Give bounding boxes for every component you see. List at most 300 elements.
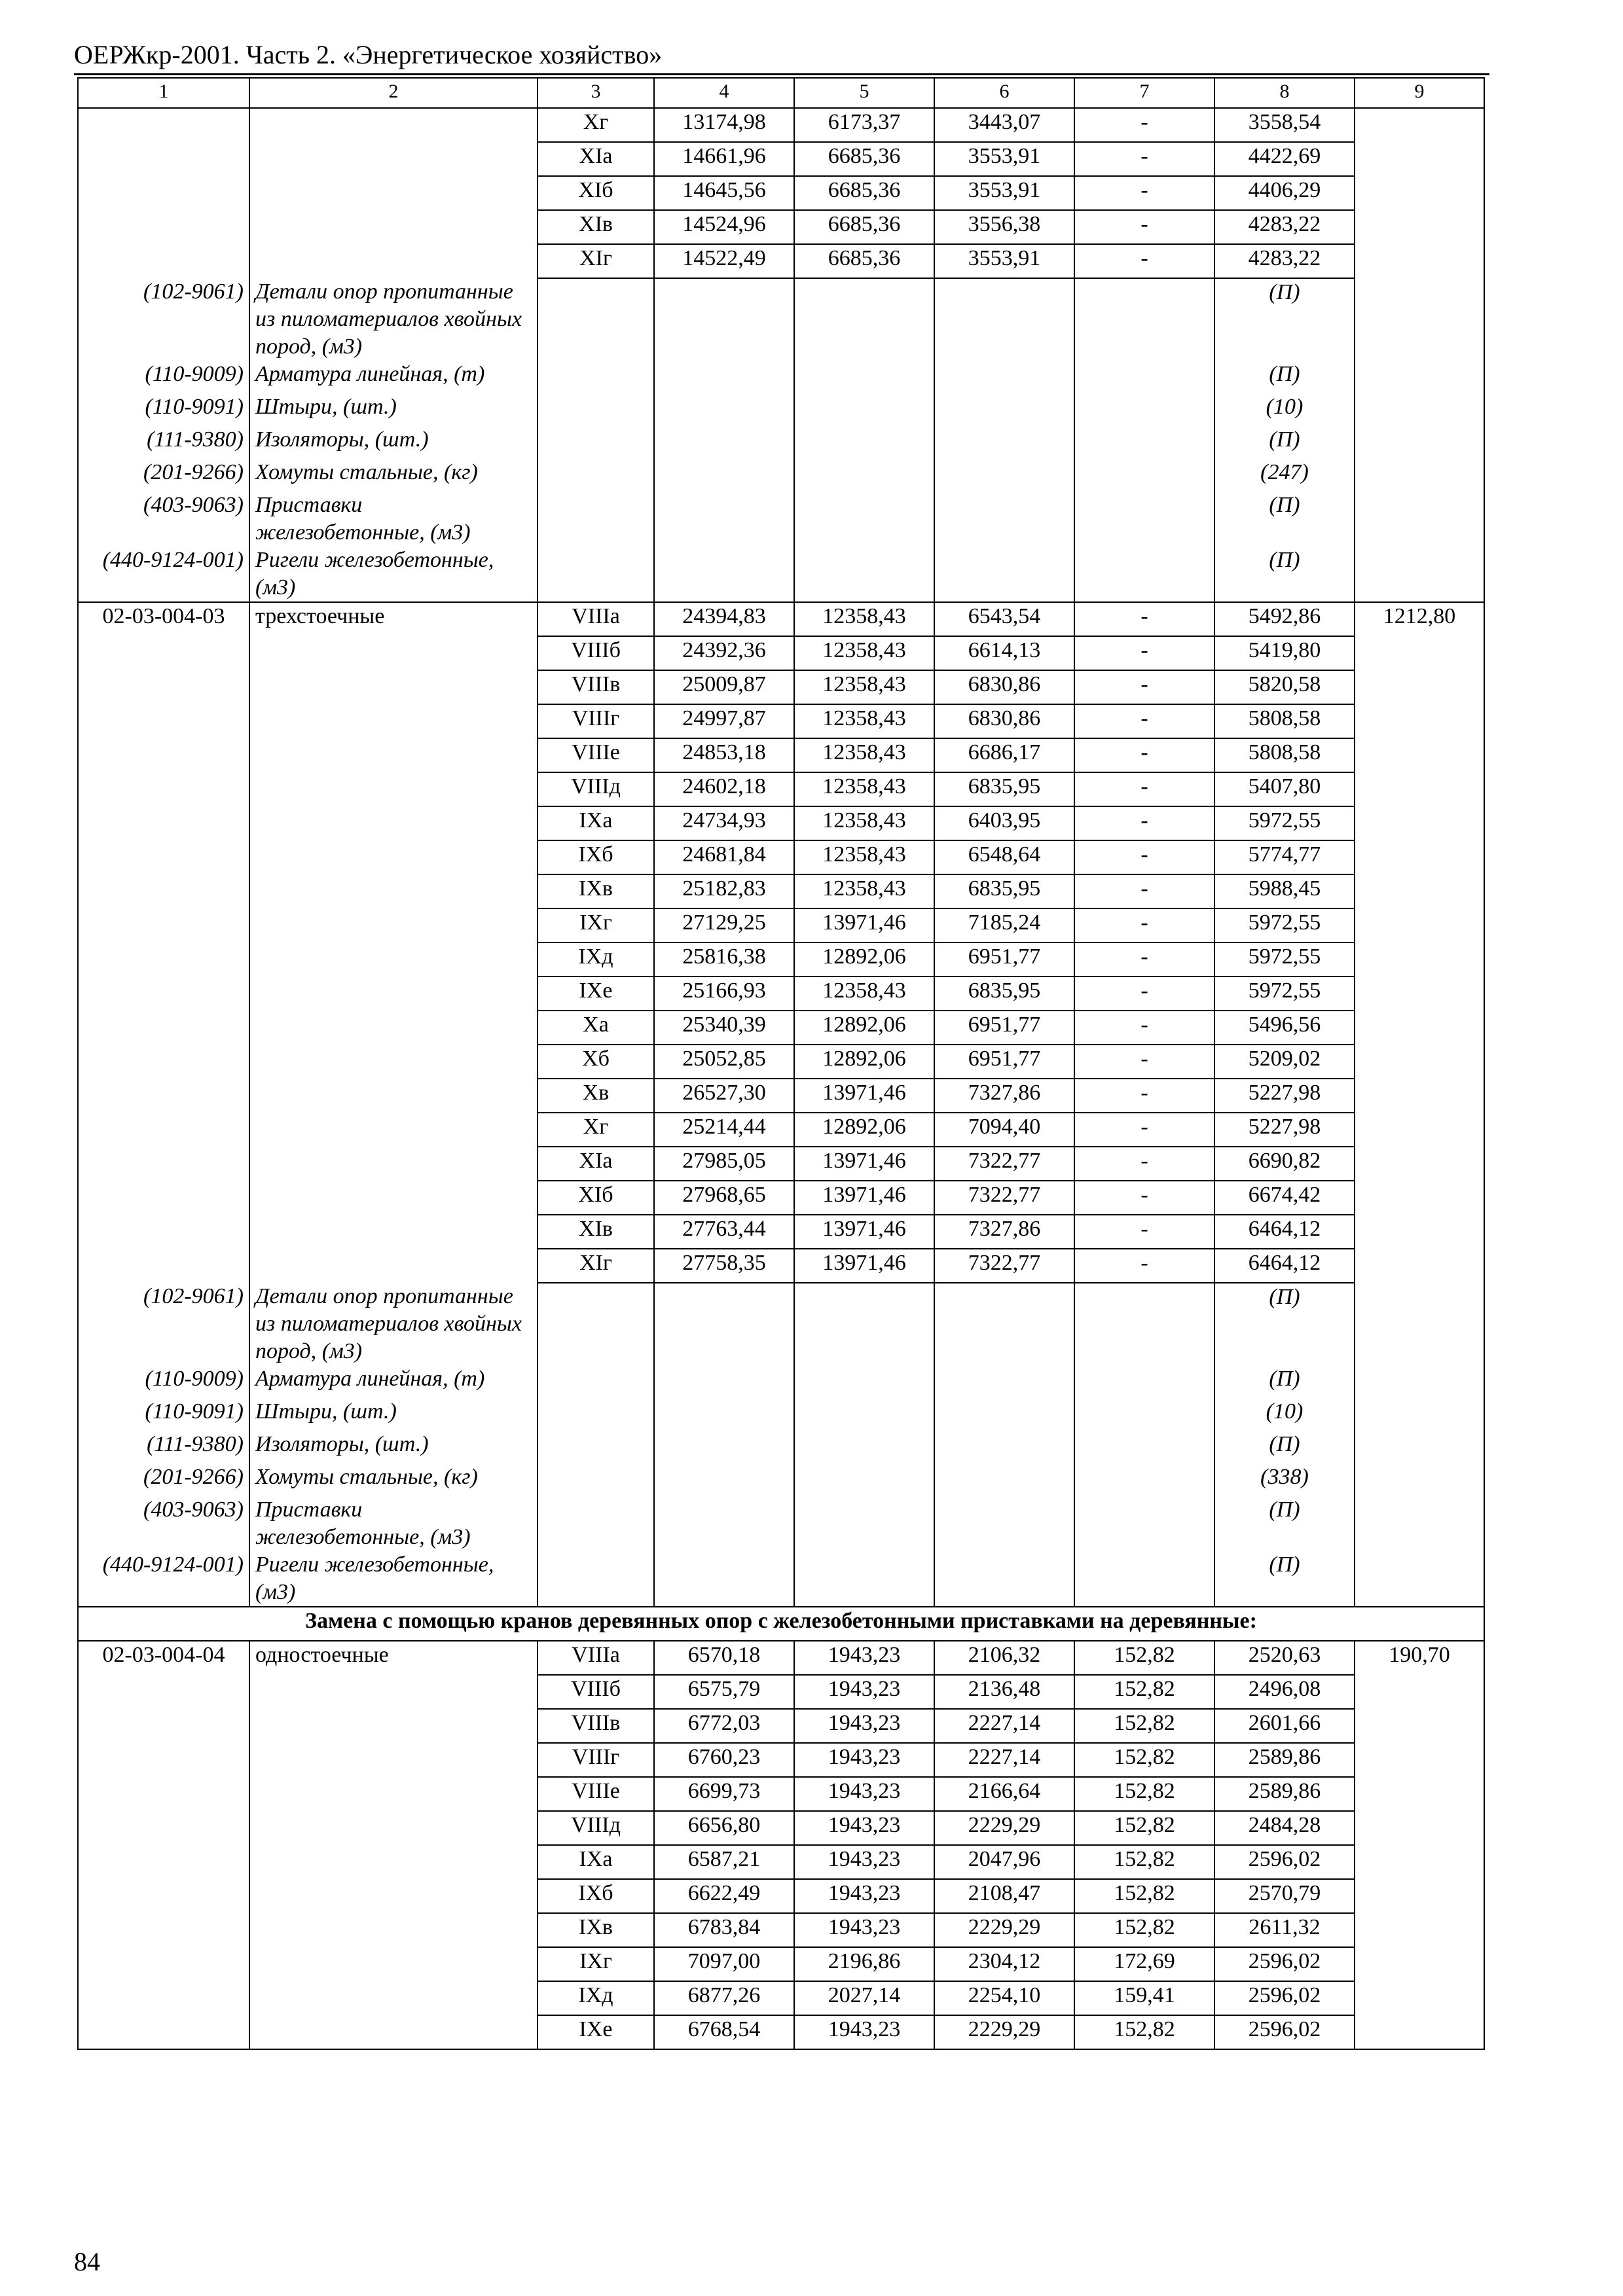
resource-code: (403-9063): [78, 492, 249, 547]
resource-code: (440-9124-001): [78, 1551, 249, 1607]
value-cell: 12892,06: [794, 1113, 934, 1147]
value-cell: 5808,58: [1214, 704, 1355, 738]
value-cell: [654, 1431, 794, 1463]
value-cell: 7185,24: [934, 908, 1074, 942]
zone-cell: IХе: [538, 977, 654, 1011]
col9-cell: [1355, 1743, 1484, 1777]
name-cell: [249, 1777, 538, 1811]
value-cell: 6543,54: [934, 602, 1074, 636]
col9-cell: [1355, 874, 1484, 908]
code-cell: [78, 772, 249, 806]
value-cell: 25182,83: [654, 874, 794, 908]
value-cell: [1074, 1365, 1214, 1398]
document-header: ОЕРЖкр-2001. Часть 2. «Энергетическое хозяйство»: [74, 40, 663, 69]
col9-cell: [1355, 1981, 1484, 2015]
value-cell: -: [1074, 908, 1214, 942]
value-cell: 5820,58: [1214, 670, 1355, 704]
value-cell: 25166,93: [654, 977, 794, 1011]
col9-cell: [1355, 492, 1484, 547]
code-cell: [78, 1113, 249, 1147]
value-cell: [794, 1463, 934, 1496]
value-cell: 6570,18: [654, 1641, 794, 1675]
resource-row: [78, 1431, 1484, 1463]
col9-cell: [1355, 1249, 1484, 1283]
value-cell: 152,82: [1074, 2015, 1214, 2049]
value-cell: -: [1074, 840, 1214, 874]
col9-cell: [1355, 908, 1484, 942]
value-cell: 2229,29: [934, 1811, 1074, 1845]
code-cell: [78, 942, 249, 977]
value-cell: 6622,49: [654, 1879, 794, 1913]
zone-cell: IХд: [538, 942, 654, 977]
value-cell: 5808,58: [1214, 738, 1355, 772]
code-cell: [78, 670, 249, 704]
value-cell: 3553,91: [934, 176, 1074, 210]
rate-row: [78, 1641, 1484, 1675]
code-cell: [78, 1947, 249, 1981]
resource-name: Приставки железобетонные, (м3): [249, 492, 538, 547]
rate-row: [78, 1215, 1484, 1249]
zone-cell: IХв: [538, 1913, 654, 1947]
rate-row: [78, 772, 1484, 806]
resource-name: Арматура линейная, (т): [249, 1365, 538, 1398]
col9-cell: [1355, 1113, 1484, 1147]
resource-qty: (338): [1214, 1463, 1355, 1496]
value-cell: 2589,86: [1214, 1743, 1355, 1777]
value-cell: -: [1074, 1147, 1214, 1181]
value-cell: 1943,23: [794, 1879, 934, 1913]
code-cell: [78, 738, 249, 772]
rate-row: [78, 908, 1484, 942]
name-cell: [249, 1113, 538, 1147]
resource-row: [78, 1283, 1484, 1365]
col9-cell: [1355, 361, 1484, 393]
resource-name: Арматура линейная, (т): [249, 361, 538, 393]
col9-cell: 190,70: [1355, 1641, 1484, 1675]
value-cell: 5774,77: [1214, 840, 1355, 874]
value-cell: -: [1074, 1249, 1214, 1283]
resource-name: Штыри, (шт.): [249, 393, 538, 426]
zone-cell: [538, 1463, 654, 1496]
zone-cell: VIIIа: [538, 1641, 654, 1675]
resource-row: [78, 459, 1484, 492]
value-cell: 6173,37: [794, 108, 934, 142]
rate-row: [78, 1913, 1484, 1947]
code-cell: [78, 1913, 249, 1947]
value-cell: 2496,08: [1214, 1675, 1355, 1709]
value-cell: -: [1074, 977, 1214, 1011]
zone-cell: [538, 547, 654, 602]
value-cell: 13971,46: [794, 1215, 934, 1249]
code-cell: [78, 1181, 249, 1215]
code-cell: 02-03-004-03: [78, 602, 249, 636]
name-cell: [249, 738, 538, 772]
value-cell: [1074, 1431, 1214, 1463]
value-cell: 12358,43: [794, 704, 934, 738]
col9-cell: [1355, 1398, 1484, 1431]
code-cell: [78, 874, 249, 908]
value-cell: -: [1074, 1045, 1214, 1079]
value-cell: -: [1074, 806, 1214, 840]
value-cell: -: [1074, 210, 1214, 244]
value-cell: [1074, 361, 1214, 393]
value-cell: [934, 1496, 1074, 1551]
code-cell: [78, 2015, 249, 2049]
value-cell: 24853,18: [654, 738, 794, 772]
value-cell: 13971,46: [794, 1181, 934, 1215]
name-cell: одностоечные: [249, 1641, 538, 1675]
value-cell: 2589,86: [1214, 1777, 1355, 1811]
value-cell: 5492,86: [1214, 602, 1355, 636]
value-cell: [654, 278, 794, 361]
value-cell: [794, 1365, 934, 1398]
value-cell: 12358,43: [794, 806, 934, 840]
col9-cell: [1355, 1845, 1484, 1879]
value-cell: 14522,49: [654, 244, 794, 278]
value-cell: 13971,46: [794, 908, 934, 942]
value-cell: 2570,79: [1214, 1879, 1355, 1913]
col9-cell: [1355, 278, 1484, 361]
col9-cell: [1355, 704, 1484, 738]
value-cell: 7094,40: [934, 1113, 1074, 1147]
value-cell: 12892,06: [794, 942, 934, 977]
rate-row: [78, 738, 1484, 772]
zone-cell: Хв: [538, 1079, 654, 1113]
code-cell: [78, 176, 249, 210]
value-cell: 2596,02: [1214, 1981, 1355, 2015]
value-cell: 6685,36: [794, 142, 934, 176]
zone-cell: [538, 492, 654, 547]
value-cell: 152,82: [1074, 1879, 1214, 1913]
resource-qty: (П): [1214, 492, 1355, 547]
value-cell: 24602,18: [654, 772, 794, 806]
resource-name: Ригели железобетонные, (м3): [249, 547, 538, 602]
resource-code: (110-9009): [78, 361, 249, 393]
code-cell: [78, 1079, 249, 1113]
value-cell: [794, 278, 934, 361]
value-cell: 7322,77: [934, 1147, 1074, 1181]
zone-cell: VIIIг: [538, 704, 654, 738]
value-cell: [1074, 426, 1214, 459]
value-cell: [934, 459, 1074, 492]
resource-code: (110-9091): [78, 393, 249, 426]
value-cell: 3558,54: [1214, 108, 1355, 142]
value-cell: 4406,29: [1214, 176, 1355, 210]
value-cell: 1943,23: [794, 1777, 934, 1811]
value-cell: 24681,84: [654, 840, 794, 874]
value-cell: 6685,36: [794, 210, 934, 244]
resource-row: [78, 1496, 1484, 1551]
value-cell: 5972,55: [1214, 942, 1355, 977]
zone-cell: ХIв: [538, 210, 654, 244]
value-cell: -: [1074, 1181, 1214, 1215]
rate-row: [78, 1011, 1484, 1045]
zone-cell: IХд: [538, 1981, 654, 2015]
zone-cell: IХв: [538, 874, 654, 908]
col9-cell: [1355, 1463, 1484, 1496]
resource-qty: (П): [1214, 1496, 1355, 1551]
value-cell: 6760,23: [654, 1743, 794, 1777]
value-cell: 152,82: [1074, 1845, 1214, 1879]
value-cell: 2108,47: [934, 1879, 1074, 1913]
value-cell: 25052,85: [654, 1045, 794, 1079]
value-cell: 6686,17: [934, 738, 1074, 772]
value-cell: 2229,29: [934, 1913, 1074, 1947]
zone-cell: [538, 278, 654, 361]
name-cell: [249, 2015, 538, 2049]
rate-row: [78, 1675, 1484, 1709]
value-cell: 24392,36: [654, 636, 794, 670]
value-cell: 152,82: [1074, 1675, 1214, 1709]
value-cell: 6548,64: [934, 840, 1074, 874]
zone-cell: VIIIб: [538, 636, 654, 670]
value-cell: 12358,43: [794, 670, 934, 704]
value-cell: 6464,12: [1214, 1215, 1355, 1249]
value-cell: -: [1074, 244, 1214, 278]
value-cell: 6656,80: [654, 1811, 794, 1845]
value-cell: -: [1074, 1215, 1214, 1249]
name-cell: [249, 1981, 538, 2015]
rate-row: [78, 108, 1484, 142]
resource-name: Приставки железобетонные, (м3): [249, 1496, 538, 1551]
value-cell: 6575,79: [654, 1675, 794, 1709]
col9-cell: [1355, 772, 1484, 806]
value-cell: 2136,48: [934, 1675, 1074, 1709]
col9-cell: [1355, 393, 1484, 426]
code-cell: [78, 244, 249, 278]
value-cell: 152,82: [1074, 1811, 1214, 1845]
resource-qty: (247): [1214, 459, 1355, 492]
value-cell: [1074, 459, 1214, 492]
value-cell: 6877,26: [654, 1981, 794, 2015]
zone-cell: ХIг: [538, 244, 654, 278]
resource-code: (110-9091): [78, 1398, 249, 1431]
value-cell: -: [1074, 942, 1214, 977]
value-cell: [934, 1365, 1074, 1398]
resource-row: [78, 1551, 1484, 1607]
resource-qty: (П): [1214, 361, 1355, 393]
value-cell: 3553,91: [934, 142, 1074, 176]
resource-qty: (П): [1214, 1365, 1355, 1398]
rate-row: [78, 1743, 1484, 1777]
resource-qty: (П): [1214, 1431, 1355, 1463]
zone-cell: VIIIв: [538, 670, 654, 704]
col9-cell: [1355, 1675, 1484, 1709]
code-cell: [78, 1743, 249, 1777]
rate-row: [78, 977, 1484, 1011]
rate-row: [78, 1181, 1484, 1215]
column-number: 4: [654, 78, 794, 108]
value-cell: 25214,44: [654, 1113, 794, 1147]
value-cell: [654, 1496, 794, 1551]
col9-cell: [1355, 840, 1484, 874]
code-cell: [78, 210, 249, 244]
value-cell: [1074, 1463, 1214, 1496]
zone-cell: Хг: [538, 108, 654, 142]
value-cell: [1074, 1398, 1214, 1431]
value-cell: 6951,77: [934, 942, 1074, 977]
value-cell: [794, 1551, 934, 1607]
value-cell: [794, 547, 934, 602]
value-cell: 14661,96: [654, 142, 794, 176]
zone-cell: ХIг: [538, 1249, 654, 1283]
value-cell: 2596,02: [1214, 1845, 1355, 1879]
value-cell: 1943,23: [794, 2015, 934, 2049]
value-cell: 6464,12: [1214, 1249, 1355, 1283]
zone-cell: VIIIе: [538, 1777, 654, 1811]
value-cell: 5988,45: [1214, 874, 1355, 908]
value-cell: 12892,06: [794, 1011, 934, 1045]
value-cell: 6587,21: [654, 1845, 794, 1879]
name-cell: [249, 1879, 538, 1913]
column-number: 1: [78, 78, 249, 108]
name-cell: [249, 1147, 538, 1181]
value-cell: 152,82: [1074, 1641, 1214, 1675]
value-cell: 14645,56: [654, 176, 794, 210]
value-cell: 2227,14: [934, 1743, 1074, 1777]
name-cell: [249, 108, 538, 142]
resource-qty: (10): [1214, 1398, 1355, 1431]
value-cell: 1943,23: [794, 1913, 934, 1947]
resource-name: Детали опор пропитанные из пиломатериалов хвойных пород, (м3): [249, 1283, 538, 1365]
value-cell: [1074, 547, 1214, 602]
column-number: 5: [794, 78, 934, 108]
resource-row: [78, 1463, 1484, 1496]
name-cell: [249, 1947, 538, 1981]
col9-cell: [1355, 1181, 1484, 1215]
zone-cell: VIIIе: [538, 738, 654, 772]
value-cell: 5972,55: [1214, 806, 1355, 840]
value-cell: 2027,14: [794, 1981, 934, 2015]
col9-cell: [1355, 977, 1484, 1011]
resource-row: [78, 1398, 1484, 1431]
value-cell: 27985,05: [654, 1147, 794, 1181]
zone-cell: [538, 393, 654, 426]
rate-row: [78, 1709, 1484, 1743]
code-cell: [78, 840, 249, 874]
code-cell: [78, 1845, 249, 1879]
value-cell: 4422,69: [1214, 142, 1355, 176]
value-cell: 5419,80: [1214, 636, 1355, 670]
value-cell: 2047,96: [934, 1845, 1074, 1879]
zone-cell: [538, 1283, 654, 1365]
value-cell: [794, 361, 934, 393]
value-cell: -: [1074, 636, 1214, 670]
col9-cell: [1355, 547, 1484, 602]
value-cell: [934, 1551, 1074, 1607]
value-cell: -: [1074, 874, 1214, 908]
value-cell: [934, 1398, 1074, 1431]
value-cell: [1074, 1496, 1214, 1551]
section-title-row: [78, 1607, 1484, 1641]
name-cell: [249, 1045, 538, 1079]
zone-cell: Хб: [538, 1045, 654, 1079]
value-cell: 5407,80: [1214, 772, 1355, 806]
col9-cell: [1355, 738, 1484, 772]
column-number: 6: [934, 78, 1074, 108]
col9-cell: [1355, 108, 1484, 142]
name-cell: [249, 1913, 538, 1947]
value-cell: 12892,06: [794, 1045, 934, 1079]
value-cell: 6830,86: [934, 704, 1074, 738]
zone-cell: IХб: [538, 840, 654, 874]
col9-cell: [1355, 1947, 1484, 1981]
code-cell: [78, 1045, 249, 1079]
resource-name: Хомуты стальные, (кг): [249, 1463, 538, 1496]
value-cell: [934, 492, 1074, 547]
value-cell: -: [1074, 602, 1214, 636]
value-cell: 1943,23: [794, 1845, 934, 1879]
value-cell: 2254,10: [934, 1981, 1074, 2015]
value-cell: 152,82: [1074, 1913, 1214, 1947]
resource-code: (102-9061): [78, 278, 249, 361]
value-cell: [654, 426, 794, 459]
zone-cell: IХа: [538, 1845, 654, 1879]
zone-cell: VIIIг: [538, 1743, 654, 1777]
zone-cell: VIIIа: [538, 602, 654, 636]
rate-row: [78, 840, 1484, 874]
value-cell: [794, 459, 934, 492]
rate-row: [78, 874, 1484, 908]
code-cell: [78, 704, 249, 738]
value-cell: 2601,66: [1214, 1709, 1355, 1743]
value-cell: 152,82: [1074, 1743, 1214, 1777]
col9-cell: [1355, 1811, 1484, 1845]
value-cell: [1074, 1551, 1214, 1607]
value-cell: [654, 1365, 794, 1398]
name-cell: [249, 1675, 538, 1709]
value-cell: 1943,23: [794, 1743, 934, 1777]
value-cell: 5227,98: [1214, 1113, 1355, 1147]
value-cell: 13971,46: [794, 1079, 934, 1113]
resource-name: Ригели железобетонные, (м3): [249, 1551, 538, 1607]
col9-cell: [1355, 1283, 1484, 1365]
value-cell: [654, 393, 794, 426]
value-cell: 1943,23: [794, 1811, 934, 1845]
rate-row: [78, 1879, 1484, 1913]
rate-row: [78, 1147, 1484, 1181]
zone-cell: IХг: [538, 908, 654, 942]
zone-cell: IХа: [538, 806, 654, 840]
code-cell: [78, 1675, 249, 1709]
col9-cell: [1355, 670, 1484, 704]
value-cell: -: [1074, 1079, 1214, 1113]
zone-cell: IХе: [538, 2015, 654, 2049]
value-cell: [654, 1398, 794, 1431]
value-cell: [934, 1283, 1074, 1365]
col9-cell: [1355, 1431, 1484, 1463]
rate-row: [78, 176, 1484, 210]
value-cell: -: [1074, 108, 1214, 142]
code-cell: [78, 1215, 249, 1249]
name-cell: [249, 1181, 538, 1215]
code-cell: [78, 108, 249, 142]
code-cell: [78, 142, 249, 176]
name-cell: [249, 1215, 538, 1249]
value-cell: 6685,36: [794, 176, 934, 210]
name-cell: [249, 840, 538, 874]
code-cell: [78, 1811, 249, 1845]
code-cell: [78, 1249, 249, 1283]
col9-cell: [1355, 1551, 1484, 1607]
value-cell: [934, 426, 1074, 459]
value-cell: 6951,77: [934, 1011, 1074, 1045]
value-cell: 27763,44: [654, 1215, 794, 1249]
value-cell: 6690,82: [1214, 1147, 1355, 1181]
name-cell: [249, 1249, 538, 1283]
value-cell: 24734,93: [654, 806, 794, 840]
resource-row: [78, 426, 1484, 459]
